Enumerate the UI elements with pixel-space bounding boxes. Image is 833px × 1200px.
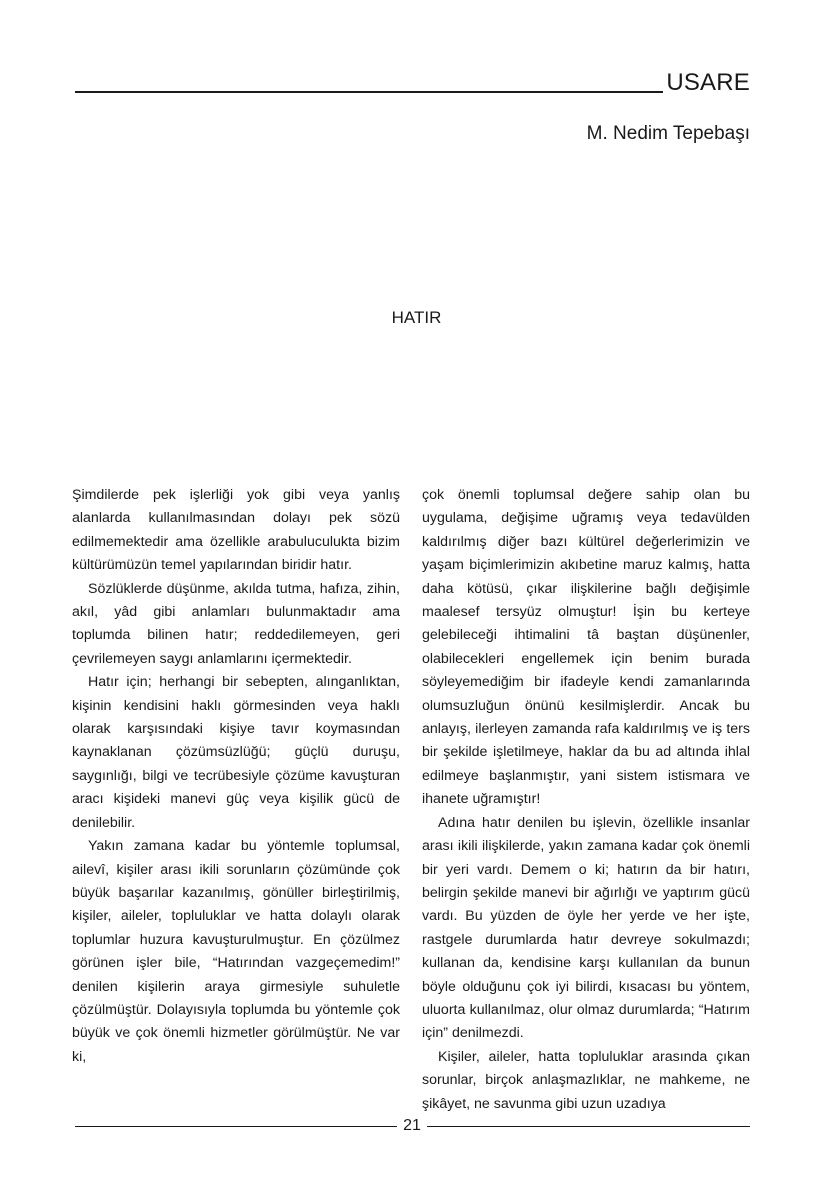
page-number: 21 (403, 1117, 421, 1134)
paragraph: Yakın zamana kadar bu yöntemle toplumsal, ailevî, kişiler arası ikili sorunların çözümünde çok büyük başarılar kazanılmış, gönüller birleştirilmiş, kişiler, aileler, topluluklar ve hatta dolaylı olarak toplumlar huzura kavuşturulmuştur. En çözülmez görünen işler bile, “Hatırından vazgeçemedim!” denilen kişilerin araya girmesiyle suhuletle çözülmüştür. Dolayısıyla toplumda bu yöntemle çok büyük ve çok önemli hizmetler görülmüştür. Ne var ki, (72, 838, 400, 1065)
paragraph: çok önemli toplumsal değere sahip olan bu uygulama, değişime uğramış veya tedavülden kaldırılmış diğer bazı kültürel değerlerimizin ve yaşam biçimlerimizin akıbetine maruz kalmış, hatta daha kötüsü, çıkar ilişkilerine bağlı değişimle maalesef tersyüz olmuştur! İşin bu kerteye gelebileceği ihtimalini tâ baştan düşünenler, olabilecekleri engellemek için benim burada söyleyemediğim bir ifadeyle kendi zamanlarında olumsuzluğun önünü kesilmişlerdir. Ancak bu anlayış, ilerleyen zamanda rafa kaldırılmış ve iş ters bir şekilde işletilmeye, haklar da bu ad altında ihlal edilmeye başlanmıştır, yani sistem istismara ve ihanete uğramıştır! (422, 487, 750, 808)
footer-rule-left (75, 1126, 397, 1127)
paragraph: Sözlüklerde düşünme, akılda tutma, hafıza, zihin, akıl, yâd gibi anlamları bulunmaktadır ama toplumda bilinen hatır; reddedilemeyen, geri çevrilemeyen saygı anlamlarını içermektedir. (72, 580, 400, 667)
footer-rule-right (427, 1126, 750, 1127)
right-column (422, 484, 750, 1116)
author-name: M. Nedim Tepebaşı (586, 123, 750, 144)
paragraph: Hatır için; herhangi bir sebepten, alınganlıktan, kişinin kendisini haklı görmesinden veya haklı olarak karşısındaki kişiye tavır koymasından kaynaklanan çözümsüzlüğü; güçlü duruşu, saygınlığı, bilgi ve tecrübesiyle çözüme kavuşturan aracı kişideki manevi güç veya kişilik gücü de denilebilir. (72, 674, 400, 831)
paragraph: Kişiler, aileler, hatta topluluklar arasında çıkan sorunlar, birçok anlaşmazlıklar, ne mahkeme, ne şikâyet, ne savunma gibi uzun uzadıya (422, 1048, 750, 1112)
paragraph: Adına hatır denilen bu işlevin, özellikle insanlar arası ikili ilişkilerde, yakın zamana kadar çok önemli bir yeri vardı. Demem o ki; hatırın da bir hatırı, belirgin şekilde manevi bir ağırlığı ve yaptırım gücü vardı. Bu yüzden de öyle her yerde ve her işte, rastgele durumlarda hatır devreye sokulmazdı; kullanan da, kendisine karşı kullanılan da bunun böyle olduğunu çok iyi bilirdi, kısacası bu yöntem, uluorta kullanılmaz, olur olmaz durumlarda; “Hatırım için” denilmezdi. (422, 814, 750, 1042)
article-title: HATIR (391, 308, 442, 327)
header-rule (75, 91, 663, 93)
paragraph: Şimdilerde pek işlerliği yok gibi veya yanlış alanlarda kullanılmasından dolayı pek sözü edilmemektedir ama özellikle arabuluculukta bizim kültürümüzün temel yapılarından biridir hatır. (72, 487, 400, 574)
journal-title: USARE (666, 69, 750, 96)
left-column (72, 484, 400, 1069)
